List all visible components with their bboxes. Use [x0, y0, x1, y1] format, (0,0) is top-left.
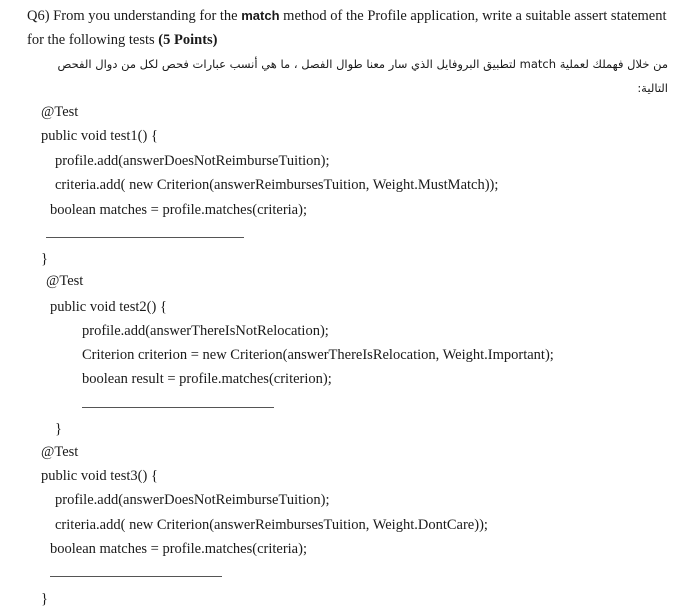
- test3-close-brace: }: [41, 591, 48, 607]
- test1-close-brace: }: [41, 251, 48, 267]
- test1-answer-blank: [46, 237, 244, 238]
- test2-answer-blank: [82, 407, 274, 408]
- test2-code-line-2: Criterion criterion = new Criterion(answerThereIsRelocation, Weight.Important);: [82, 347, 554, 363]
- question-points: (5 Points): [158, 32, 218, 48]
- test3-annotation: @Test: [41, 444, 79, 460]
- test3-code-line-2: criteria.add( new Criterion(answerReimbursesTuition, Weight.DontCare));: [55, 517, 488, 533]
- question-line-1: [27, 7, 667, 25]
- test1-signature: public void test1() {: [41, 128, 158, 144]
- arabic-line-1: من خلال فهملك لعملية match لتطبيق البروفايل الذي سار معنا طوال الفصل ، ما هي أنسب عبارات فحص لكل من دوال الفحص: [57, 57, 668, 71]
- test2-signature: public void test2() {: [50, 299, 167, 315]
- test3-signature: public void test3() {: [41, 468, 158, 484]
- question-text-part2: method of the Profile application, write a suitable assert statement: [279, 8, 667, 24]
- test1-code-line-2: criteria.add( new Criterion(answerReimbursesTuition, Weight.MustMatch));: [55, 177, 499, 193]
- arabic-line-2: التالية:: [637, 81, 668, 95]
- test1-code-line-1: profile.add(answerDoesNotReimburseTuition);: [55, 153, 330, 169]
- test1-annotation: @Test: [41, 104, 79, 120]
- question-keyword: match: [241, 8, 280, 23]
- test1-code-line-3: boolean matches = profile.matches(criteria);: [50, 202, 307, 218]
- test2-code-line-3: boolean result = profile.matches(criterion);: [82, 371, 332, 387]
- test2-close-brace: }: [55, 421, 62, 437]
- test2-code-line-1: profile.add(answerThereIsNotRelocation);: [82, 323, 329, 339]
- question-text-part1: Q6) From you understanding for the: [27, 8, 242, 24]
- test3-code-line-3: boolean matches = profile.matches(criteria);: [50, 541, 307, 557]
- test3-answer-blank: [50, 576, 222, 577]
- question-line2-text: for the following tests: [27, 32, 159, 48]
- test2-annotation: @Test: [46, 273, 84, 289]
- test3-code-line-1: profile.add(answerDoesNotReimburseTuition);: [55, 492, 330, 508]
- question-line-2: [27, 31, 218, 49]
